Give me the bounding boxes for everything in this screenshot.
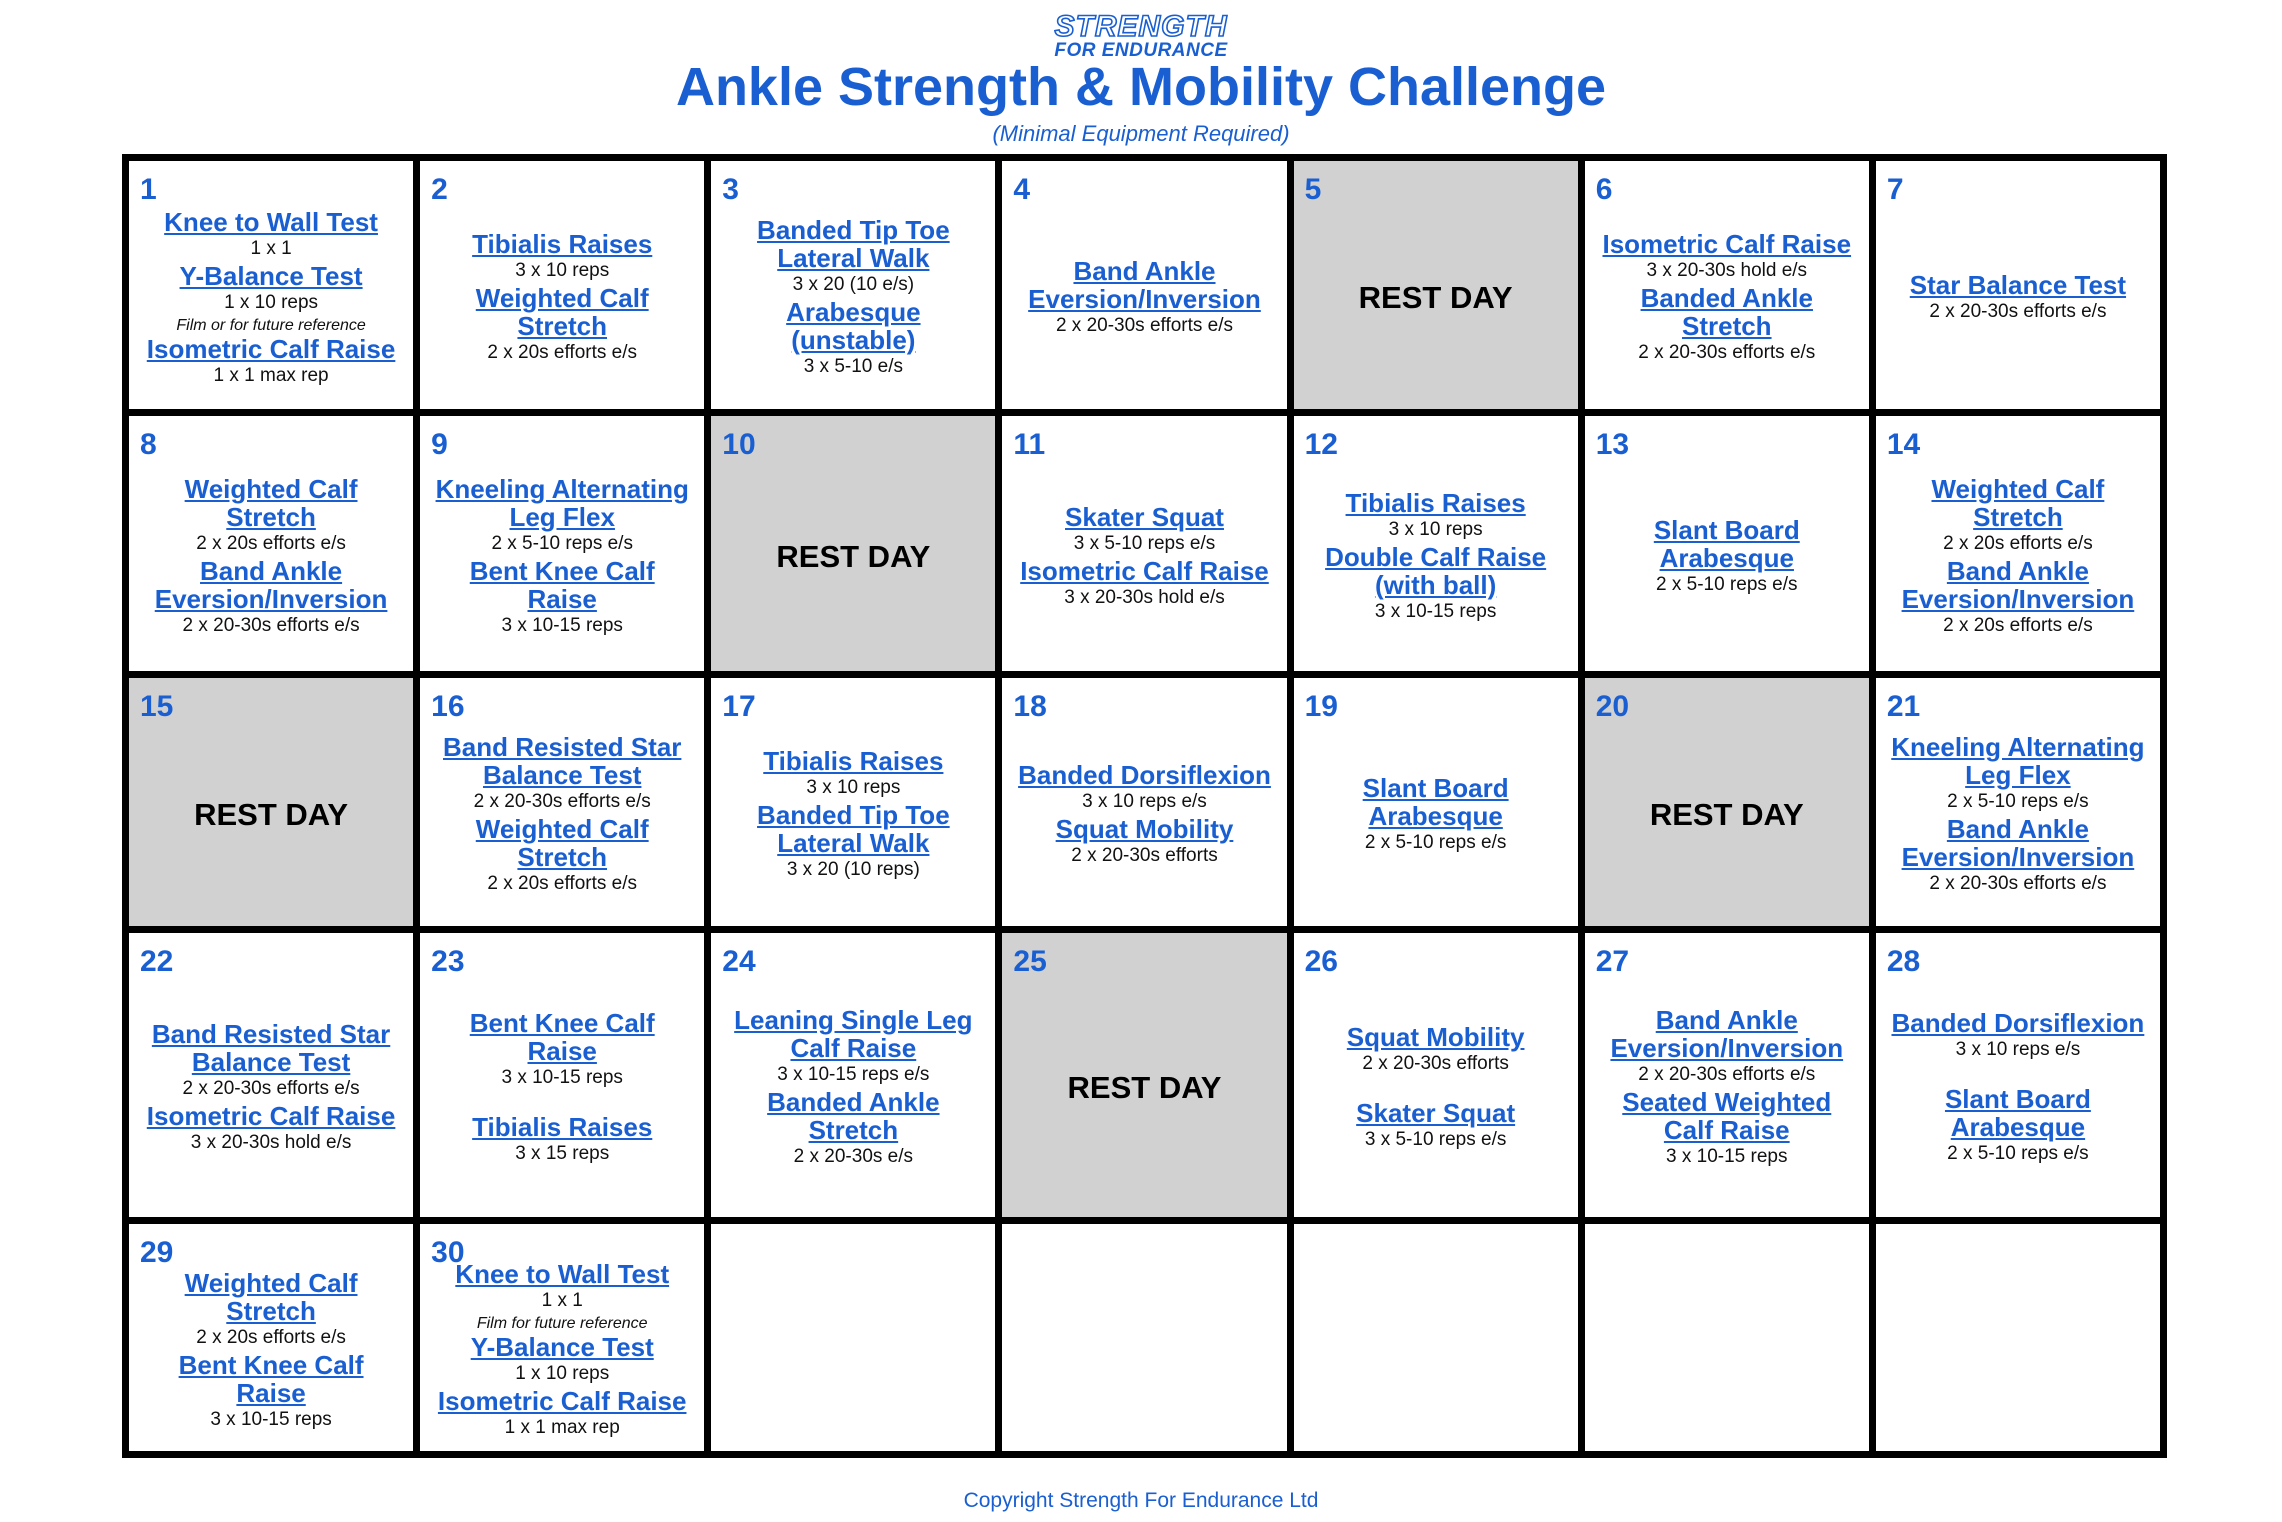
day-cell bbox=[1876, 933, 2160, 1217]
exercise-link[interactable]: Band Ankle Eversion/Inversion bbox=[1901, 555, 2135, 614]
exercise-link[interactable]: Knee to Wall Test bbox=[164, 206, 378, 237]
rest-day-cell bbox=[1294, 161, 1578, 409]
exercise-link[interactable]: Slant Board Arabesque bbox=[1653, 514, 1800, 573]
exercise-link[interactable]: Leaning Single Leg Calf Raise bbox=[734, 1005, 973, 1063]
day-number: 14 bbox=[1886, 428, 1921, 461]
day-cell bbox=[1002, 416, 1286, 671]
exercise-prescription: 1 x 10 reps bbox=[515, 1363, 610, 1384]
exercise-link[interactable]: Squat Mobility bbox=[1346, 1022, 1525, 1052]
day-content bbox=[1294, 678, 1578, 926]
exercise-prescription: 2 x 20s efforts e/s bbox=[487, 873, 638, 894]
exercise-prescription: 2 x 20-30s efforts e/s bbox=[473, 791, 651, 812]
empty-day-cell bbox=[1585, 1224, 1869, 1451]
day-content bbox=[1002, 161, 1286, 409]
day-cell bbox=[1876, 416, 2160, 671]
exercise-prescription: 2 x 20-30s e/s bbox=[793, 1146, 914, 1167]
exercise-link[interactable]: Tibialis Raises bbox=[763, 746, 944, 776]
rest-day-cell bbox=[1585, 678, 1869, 926]
exercise-prescription: 3 x 10-15 reps bbox=[501, 1067, 623, 1088]
exercise-link[interactable]: Band Resisted Star Balance Test bbox=[151, 1019, 391, 1077]
day-cell bbox=[420, 1224, 704, 1451]
day-number: 11 bbox=[1013, 428, 1046, 461]
day-content bbox=[1876, 416, 2160, 671]
day-content bbox=[420, 1224, 704, 1451]
exercise-note: Film for future reference bbox=[476, 1315, 648, 1332]
exercise-prescription: 2 x 20-30s efforts e/s bbox=[1638, 1064, 1816, 1085]
exercise-link[interactable]: Weighted Calf Stretch bbox=[184, 1267, 358, 1326]
day-number: 13 bbox=[1595, 428, 1630, 461]
exercise-link[interactable]: Skater Squat bbox=[1356, 1098, 1516, 1128]
day-content bbox=[711, 1224, 995, 1451]
day-number: 6 bbox=[1595, 173, 1613, 206]
exercise-prescription: 2 x 20-30s efforts bbox=[1071, 845, 1218, 866]
day-number: 23 bbox=[431, 945, 465, 978]
day-cell bbox=[1294, 416, 1578, 671]
day-number: 15 bbox=[140, 690, 174, 723]
day-number: 16 bbox=[431, 690, 465, 723]
day-number: 30 bbox=[431, 1236, 465, 1269]
day-content bbox=[420, 161, 704, 409]
day-content bbox=[420, 933, 704, 1217]
exercise-prescription: 2 x 5-10 reps e/s bbox=[1947, 1143, 2089, 1164]
day-number: 22 bbox=[140, 945, 174, 978]
day-content bbox=[420, 678, 704, 926]
exercise-prescription: 3 x 10-15 reps bbox=[1374, 600, 1497, 622]
day-cell bbox=[711, 161, 995, 409]
day-number: 4 bbox=[1013, 173, 1031, 206]
exercise-prescription: 2 x 20-30s efforts e/s bbox=[1929, 873, 2107, 894]
exercise-link[interactable]: Isometric Calf Raise bbox=[1602, 229, 1852, 259]
exercise-prescription: 3 x 10-15 reps e/s bbox=[777, 1064, 930, 1085]
day-content bbox=[129, 678, 413, 926]
day-content bbox=[1002, 678, 1286, 926]
exercise-prescription: 3 x 20-30s hold e/s bbox=[1646, 260, 1808, 281]
exercise-prescription: 2 x 20s efforts e/s bbox=[487, 342, 638, 363]
exercise-prescription: 2 x 20-30s efforts e/s bbox=[1055, 315, 1234, 336]
exercise-note: Film or for future reference bbox=[176, 316, 366, 334]
day-number: 2 bbox=[431, 173, 448, 206]
exercise-link[interactable]: Isometric Calf Raise bbox=[1020, 555, 1269, 586]
exercise-link[interactable]: Bent Knee Calf Raise bbox=[178, 1349, 364, 1408]
day-cell bbox=[1585, 161, 1869, 409]
day-number: 17 bbox=[722, 690, 756, 723]
exercise-link[interactable]: Tibialis Raises bbox=[472, 1112, 653, 1142]
brand-logo bbox=[0, 12, 2282, 60]
exercise-link[interactable]: Banded Tip Toe Lateral Walk bbox=[757, 215, 950, 273]
day-number: 8 bbox=[140, 428, 157, 461]
day-number: 28 bbox=[1886, 945, 1921, 978]
exercise-link[interactable]: Bent Knee Calf Raise bbox=[469, 1008, 655, 1066]
day-cell bbox=[1876, 161, 2160, 409]
day-content bbox=[1294, 416, 1578, 671]
exercise-prescription: 2 x 5-10 reps e/s bbox=[1656, 573, 1798, 595]
day-number: 7 bbox=[1886, 173, 1904, 206]
exercise-link[interactable]: Banded Ankle Stretch bbox=[767, 1087, 940, 1145]
day-number: 9 bbox=[431, 428, 448, 461]
exercise-prescription: 3 x 15 reps bbox=[515, 1143, 610, 1164]
empty-day-cell bbox=[1002, 1224, 1286, 1451]
exercise-link[interactable]: Banded Dorsiflexion bbox=[1018, 760, 1271, 790]
exercise-link[interactable]: Seated Weighted Calf Raise bbox=[1622, 1087, 1832, 1145]
exercise-prescription: 1 x 10 reps bbox=[224, 291, 319, 313]
copyright-text: Copyright Strength For Endurance Ltd bbox=[963, 1489, 1319, 1512]
exercise-prescription: 3 x 20 (10 e/s) bbox=[792, 274, 915, 295]
day-content bbox=[711, 416, 995, 671]
day-content bbox=[129, 161, 413, 409]
exercise-prescription: 2 x 20-30s efforts e/s bbox=[182, 1078, 360, 1099]
exercise-prescription: 2 x 5-10 reps e/s bbox=[491, 532, 633, 554]
exercise-prescription: 3 x 10 reps bbox=[1388, 518, 1483, 540]
exercise-link[interactable]: Weighted Calf Stretch bbox=[1931, 473, 2105, 532]
logo-line-1: STRENGTH bbox=[1054, 10, 1228, 43]
exercise-link[interactable]: Band Resisted Star Balance Test bbox=[443, 732, 682, 790]
exercise-prescription: 1 x 1 max rep bbox=[213, 364, 329, 386]
exercise-prescription: 3 x 10 reps e/s bbox=[1082, 791, 1207, 812]
exercise-prescription: 2 x 20-30s efforts e/s bbox=[182, 614, 360, 636]
exercise-prescription: 2 x 20s efforts e/s bbox=[196, 1326, 346, 1348]
exercise-prescription: 2 x 20s efforts e/s bbox=[196, 532, 346, 554]
exercise-link[interactable]: Star Balance Test bbox=[1909, 270, 2127, 300]
exercise-prescription: 1 x 1 bbox=[250, 237, 292, 259]
exercise-link[interactable]: Band Ankle Eversion/Inversion bbox=[1610, 1005, 1844, 1063]
rest-day-cell bbox=[129, 678, 413, 926]
day-number: 29 bbox=[140, 1236, 174, 1269]
day-content bbox=[420, 416, 704, 671]
day-number: 25 bbox=[1013, 945, 1047, 978]
exercise-link[interactable]: Weighted Calf Stretch bbox=[184, 473, 358, 532]
day-number: 12 bbox=[1304, 428, 1338, 461]
exercise-link[interactable]: Banded Dorsiflexion bbox=[1891, 1008, 2145, 1038]
exercise-link[interactable]: Band Ankle Eversion/Inversion bbox=[154, 555, 388, 614]
exercise-link[interactable]: Banded Tip Toe Lateral Walk bbox=[757, 800, 950, 858]
day-cell bbox=[1294, 678, 1578, 926]
day-cell bbox=[129, 1224, 413, 1451]
day-cell bbox=[129, 933, 413, 1217]
day-content bbox=[129, 416, 413, 671]
day-content bbox=[711, 933, 995, 1217]
exercise-prescription: 2 x 5-10 reps e/s bbox=[1947, 791, 2089, 812]
exercise-prescription: 3 x 5-10 reps e/s bbox=[1364, 1129, 1507, 1150]
day-cell bbox=[129, 161, 413, 409]
day-content bbox=[1585, 416, 1869, 671]
day-content bbox=[1002, 1224, 1286, 1451]
day-content bbox=[1585, 1224, 1869, 1451]
exercise-link[interactable]: Weighted Calf Stretch bbox=[475, 814, 649, 872]
exercise-prescription: 2 x 20s efforts e/s bbox=[1943, 614, 2093, 636]
day-cell bbox=[420, 161, 704, 409]
rest-day-label: REST DAY bbox=[1067, 1070, 1222, 1105]
exercise-prescription: 3 x 20-30s hold e/s bbox=[190, 1132, 352, 1153]
day-cell bbox=[1002, 678, 1286, 926]
day-content bbox=[1002, 416, 1286, 671]
exercise-prescription: 3 x 5-10 reps e/s bbox=[1073, 532, 1216, 554]
exercise-prescription: 2 x 20-30s efforts e/s bbox=[1929, 301, 2107, 322]
day-number: 1 bbox=[140, 173, 157, 206]
exercise-link[interactable]: Knee to Wall Test bbox=[455, 1259, 670, 1289]
day-number: 26 bbox=[1304, 945, 1338, 978]
day-number: 21 bbox=[1886, 690, 1921, 723]
exercise-link[interactable]: Band Ankle Eversion/Inversion bbox=[1901, 814, 2135, 872]
day-content bbox=[1294, 161, 1578, 409]
rest-day-label: REST DAY bbox=[194, 797, 349, 832]
exercise-link[interactable]: Kneeling Alternating Leg Flex bbox=[435, 473, 689, 532]
day-cell bbox=[1876, 678, 2160, 926]
day-cell bbox=[1294, 933, 1578, 1217]
day-number: 19 bbox=[1304, 690, 1338, 723]
exercise-link[interactable]: Isometric Calf Raise bbox=[146, 333, 396, 364]
exercise-link[interactable]: Band Ankle Eversion/Inversion bbox=[1028, 256, 1261, 314]
exercise-link[interactable]: Y-Balance Test bbox=[179, 260, 363, 291]
day-cell bbox=[420, 678, 704, 926]
exercise-link[interactable]: Isometric Calf Raise bbox=[437, 1386, 687, 1416]
day-cell bbox=[1585, 416, 1869, 671]
exercise-prescription: 3 x 10-15 reps bbox=[210, 1408, 332, 1430]
day-cell bbox=[1585, 933, 1869, 1217]
empty-day-cell bbox=[711, 1224, 995, 1451]
day-content bbox=[1585, 161, 1869, 409]
day-content bbox=[1585, 678, 1869, 926]
exercise-link[interactable]: Kneeling Alternating Leg Flex bbox=[1891, 732, 2145, 790]
exercise-link[interactable]: Double Calf Raise (with ball) bbox=[1325, 541, 1547, 600]
exercise-link[interactable]: Weighted Calf Stretch bbox=[475, 283, 649, 341]
exercise-link[interactable]: Arabesque (unstable) bbox=[786, 297, 921, 355]
day-cell bbox=[420, 416, 704, 671]
exercise-prescription: 1 x 1 bbox=[541, 1290, 583, 1311]
day-number: 10 bbox=[722, 428, 756, 461]
exercise-prescription: 3 x 5-10 e/s bbox=[803, 356, 903, 377]
day-number: 20 bbox=[1595, 690, 1630, 723]
exercise-link[interactable]: Bent Knee Calf Raise bbox=[469, 555, 655, 614]
rest-day-label: REST DAY bbox=[1649, 797, 1804, 832]
day-content bbox=[1876, 933, 2160, 1217]
exercise-link[interactable]: Skater Squat bbox=[1065, 501, 1224, 532]
day-cell bbox=[1002, 161, 1286, 409]
exercise-prescription: 2 x 5-10 reps e/s bbox=[1364, 832, 1507, 853]
exercise-prescription: 1 x 1 max rep bbox=[504, 1417, 620, 1438]
day-number: 24 bbox=[722, 945, 756, 978]
day-number: 3 bbox=[722, 173, 739, 206]
day-content bbox=[129, 933, 413, 1217]
day-content bbox=[1002, 933, 1286, 1217]
exercise-prescription: 2 x 20-30s efforts bbox=[1362, 1053, 1509, 1074]
exercise-prescription: 3 x 10 reps bbox=[806, 777, 901, 798]
day-content bbox=[711, 678, 995, 926]
day-content bbox=[1294, 1224, 1578, 1451]
rest-day-cell bbox=[1002, 933, 1286, 1217]
day-content bbox=[1876, 678, 2160, 926]
exercise-prescription: 3 x 20-30s hold e/s bbox=[1064, 586, 1225, 608]
page-subtitle: (Minimal Equipment Required) bbox=[992, 121, 1290, 146]
day-number: 18 bbox=[1013, 690, 1047, 723]
day-content bbox=[1876, 1224, 2160, 1451]
calendar-grid bbox=[122, 154, 2167, 1458]
day-cell bbox=[711, 933, 995, 1217]
empty-day-cell bbox=[1876, 1224, 2160, 1451]
rest-day-label: REST DAY bbox=[776, 538, 931, 574]
exercise-prescription: 3 x 20 (10 reps) bbox=[786, 859, 920, 880]
exercise-link[interactable]: Slant Board Arabesque bbox=[1944, 1084, 2091, 1142]
exercise-link[interactable]: Tibialis Raises bbox=[1345, 487, 1526, 518]
day-number: 27 bbox=[1595, 945, 1630, 978]
day-cell bbox=[420, 933, 704, 1217]
rest-day-cell bbox=[711, 416, 995, 671]
day-number: 5 bbox=[1304, 173, 1322, 206]
exercise-link[interactable]: Slant Board Arabesque bbox=[1362, 773, 1509, 831]
exercise-prescription: 2 x 20-30s efforts e/s bbox=[1638, 342, 1816, 363]
day-content bbox=[1876, 161, 2160, 409]
day-content bbox=[711, 161, 995, 409]
exercise-link[interactable]: Squat Mobility bbox=[1055, 814, 1234, 844]
day-content bbox=[1294, 933, 1578, 1217]
exercise-link[interactable]: Isometric Calf Raise bbox=[146, 1101, 396, 1131]
exercise-prescription: 3 x 10-15 reps bbox=[501, 614, 623, 636]
day-cell bbox=[711, 678, 995, 926]
empty-day-cell bbox=[1294, 1224, 1578, 1451]
day-content bbox=[129, 1224, 413, 1451]
exercise-link[interactable]: Y-Balance Test bbox=[470, 1332, 654, 1362]
rest-day-label: REST DAY bbox=[1358, 280, 1513, 315]
day-cell bbox=[129, 416, 413, 671]
page-title: Ankle Strength & Mobility Challenge bbox=[675, 57, 1607, 117]
exercise-link[interactable]: Banded Ankle Stretch bbox=[1640, 283, 1813, 341]
day-content bbox=[1585, 933, 1869, 1217]
exercise-prescription: 3 x 10 reps bbox=[515, 260, 610, 281]
exercise-prescription: 3 x 10-15 reps bbox=[1666, 1146, 1788, 1167]
logo-line-2: FOR ENDURANCE bbox=[1054, 40, 1228, 61]
exercise-prescription: 2 x 20s efforts e/s bbox=[1943, 532, 2093, 554]
exercise-link[interactable]: Tibialis Raises bbox=[472, 229, 653, 259]
exercise-prescription: 3 x 10 reps e/s bbox=[1955, 1039, 2081, 1060]
